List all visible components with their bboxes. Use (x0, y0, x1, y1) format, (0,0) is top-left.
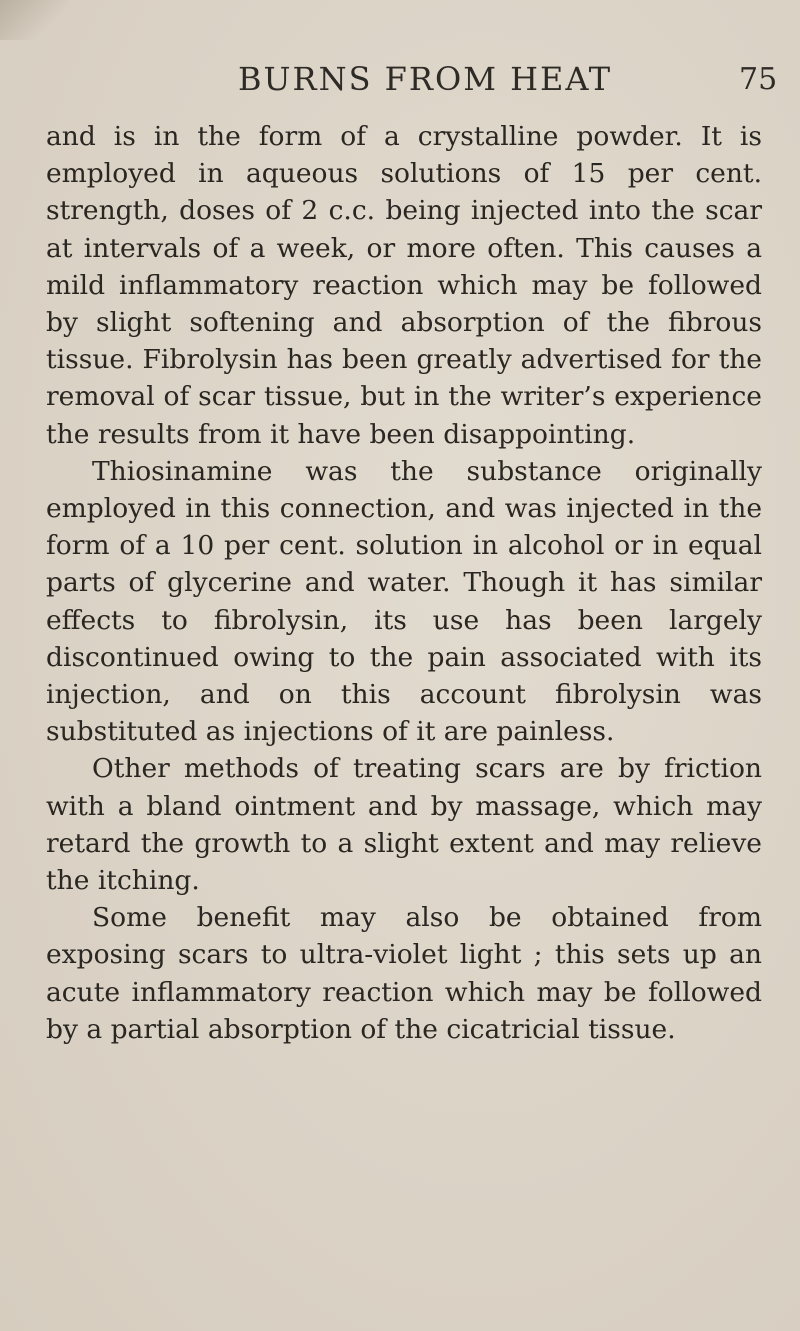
running-head (0, 60, 800, 110)
running-title: BURNS FROM HEAT (238, 60, 613, 98)
paragraph-4: Some benefit may also be obtained from exposing scars to ultra-violet light ; this sets up an acute inflammatory reaction which may be followed by a partial absorption of the cicatricial tissue. (46, 902, 762, 1045)
paragraph-3: Other methods of treating scars are by friction with a bland ointment and by massage, which may retard the growth to a slight extent and may relieve the itching. (46, 753, 762, 897)
page-number: 75 (739, 62, 778, 97)
body-text (46, 118, 762, 1048)
page-corner-shadow (0, 0, 70, 40)
paragraph-2: Thiosinamine was the substance originally employed in this connection, and was injected in the form of a 10 per cent. solution in alcohol or in equal parts of glycerine and water. Though it has similar effects to fibrolysin, its use has been largely discontinued owing to the pain associated with its injection, and on this account fibrolysin was substituted as injections of it are painless. (46, 455, 762, 748)
paragraph-1: and is in the form of a crystalline powder. It is employed in aqueous solutions of 15 per cent. strength, doses of 2 c.c. being injected into the scar at intervals of a week, or more often. This causes a mild inflammatory reaction which may be followed by slight softening and absorption of the fibrous tissue. Fibrolysin has been greatly advertised for the removal of scar tissue, but in the writer’s experience the results from it have been disappointing. (46, 121, 762, 450)
